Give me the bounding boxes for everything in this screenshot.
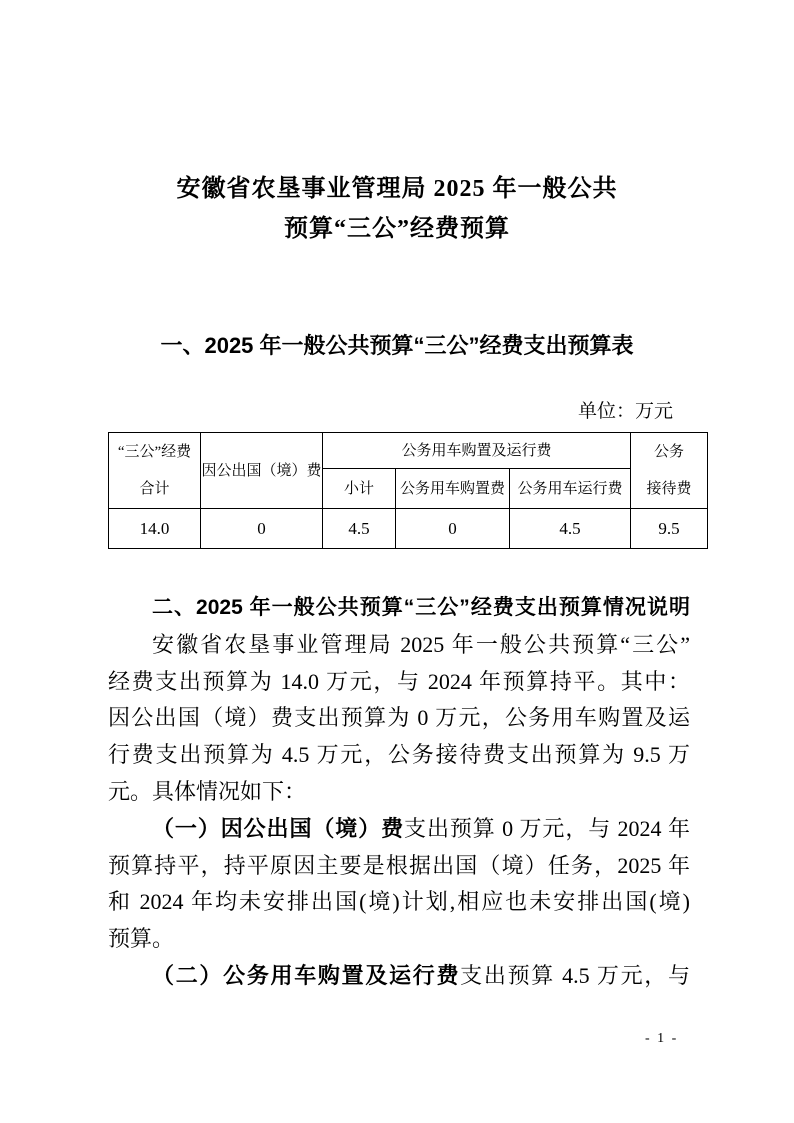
table-value-vehicle-subtotal: 4.5 bbox=[323, 509, 396, 549]
document-title bbox=[0, 169, 794, 249]
table-value-sangong-total: 14.0 bbox=[109, 509, 201, 549]
section-2-heading: 二、2025 年一般公共预算“三公”经费支出预算情况说明 bbox=[152, 596, 690, 619]
table-header-vehicle-purchase: 公务用车购置费 bbox=[396, 469, 510, 509]
body-line-bold-lead: （一）因公出国（境）费 bbox=[152, 815, 405, 841]
document-title-line-2: 预算“三公”经费预算 bbox=[284, 216, 510, 242]
body-line-text: 安徽省农垦事业管理局 2025 年一般公共预算“三公” bbox=[152, 631, 690, 657]
section-1-heading: 一、2025 年一般公共预算“三公”经费支出预算表 bbox=[160, 333, 634, 358]
body-line-bold-lead: （二）公务用车购置及运行费 bbox=[152, 962, 461, 988]
body-line bbox=[108, 848, 690, 885]
body-line-text: 行费支出预算为 4.5 万元，公务接待费支出预算为 9.5 万 bbox=[108, 742, 690, 768]
table-header-abroad-fee: 因公出国（境）费 bbox=[201, 433, 323, 509]
table-header-vehicle-group: 公务用车购置及运行费 bbox=[323, 433, 631, 469]
table-header-sangong-line2: 合计 bbox=[139, 480, 170, 497]
body-line bbox=[108, 627, 690, 664]
table-header-reception-line2: 接待费 bbox=[646, 480, 692, 497]
body-line-text: 经费支出预算为 14.0 万元，与 2024 年预算持平。其中： bbox=[108, 668, 690, 694]
body-line bbox=[108, 700, 690, 737]
page-number: - 1 - bbox=[645, 1031, 679, 1046]
budget-table bbox=[108, 432, 708, 549]
table-header-reception bbox=[631, 433, 708, 509]
body-line-text: 预算持平，持平原因主要是根据出国（境）任务，2025 年 bbox=[108, 852, 690, 878]
body-line bbox=[108, 737, 690, 774]
body-line bbox=[108, 958, 690, 995]
body-line-text: 因公出国（境）费支出预算为 0 万元，公务用车购置及运 bbox=[108, 705, 690, 731]
table-header-vehicle-operation: 公务用车运行费 bbox=[510, 469, 631, 509]
body-line-text: 支出预算 0 万元，与 2024 年 bbox=[404, 815, 690, 841]
table-header-vehicle-subtotal: 小计 bbox=[323, 469, 396, 509]
table-header-reception-line1: 公务 bbox=[654, 443, 685, 460]
document-title-line-1: 安徽省农垦事业管理局 2025 年一般公共 bbox=[176, 176, 618, 202]
table-value-vehicle-purchase: 0 bbox=[396, 509, 510, 549]
table-value-vehicle-operation: 4.5 bbox=[510, 509, 631, 549]
table-header-sangong-total bbox=[109, 433, 201, 509]
body-line-text: 预算。 bbox=[108, 926, 175, 952]
table-value-reception: 9.5 bbox=[631, 509, 708, 549]
table-header-sangong-line1: “三公”经费 bbox=[117, 443, 192, 460]
body-line bbox=[108, 811, 690, 848]
body-line-text: 支出预算 4.5 万元，与 bbox=[460, 962, 690, 988]
body-line-text: 元。具体情况如下： bbox=[108, 778, 307, 804]
section-2-body bbox=[108, 590, 690, 995]
body-line bbox=[108, 774, 690, 811]
unit-label: 单位：万元 bbox=[577, 401, 673, 422]
table-value-abroad-fee: 0 bbox=[201, 509, 323, 549]
body-line bbox=[108, 921, 690, 958]
body-line bbox=[108, 884, 690, 921]
body-line-text: 和 2024 年均未安排出国(境)计划,相应也未安排出国(境) bbox=[108, 889, 690, 915]
body-line bbox=[108, 664, 690, 701]
